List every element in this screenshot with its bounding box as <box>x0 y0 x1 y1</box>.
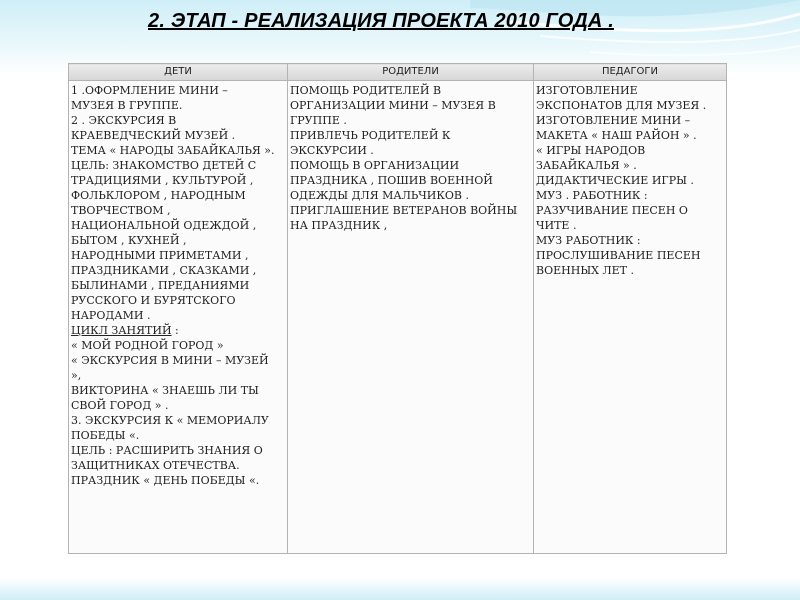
children-line: НАРОДАМИ . <box>71 309 151 322</box>
teachers-line: « ИГРЫ НАРОДОВ <box>536 144 646 157</box>
children-line: « ЭКСКУРСИЯ В МИНИ – МУЗЕЙ <box>71 354 269 367</box>
parents-line: ПРИГЛАШЕНИЕ ВЕТЕРАНОВ ВОЙНЫ <box>290 204 518 217</box>
teachers-line: ДИДАКТИЧЕСКИЕ ИГРЫ . <box>536 174 694 187</box>
children-line: СВОЙ ГОРОД » . <box>71 399 169 412</box>
cycle-suffix: : <box>171 324 179 337</box>
teachers-line: МУЗ . РАБОТНИК : <box>536 189 648 202</box>
teachers-line: МАКЕТА « НАШ РАЙОН » . <box>536 129 697 142</box>
parents-line: ПРАЗДНИКА , ПОШИВ ВОЕННОЙ <box>290 174 493 187</box>
teachers-line: МУЗ РАБОТНИК : <box>536 234 641 247</box>
children-line: ФОЛЬКЛОРОМ , НАРОДНЫМ <box>71 189 246 202</box>
cycle-label: ЦИКЛ ЗАНЯТИЙ <box>71 324 172 337</box>
parents-line: ПРИВЛЕЧЬ РОДИТЕЛЕЙ К <box>290 129 451 142</box>
children-line: ЦЕЛЬ : РАСШИРИТЬ ЗНАНИЯ О <box>71 444 263 457</box>
footer-background <box>0 578 800 600</box>
cycle-line <box>71 323 285 338</box>
slide-title: 2. ЭТАП - РЕАЛИЗАЦИЯ ПРОЕКТА 2010 ГОДА . <box>148 10 615 32</box>
parents-line: ПОМОЩЬ В ОРГАНИЗАЦИИ <box>290 159 460 172</box>
parents-line: ОДЕЖДЫ ДЛЯ МАЛЬЧИКОВ . <box>290 189 470 202</box>
children-line: ПОБЕДЫ «. <box>71 429 140 442</box>
teachers-line: РАЗУЧИВАНИЕ ПЕСЕН О <box>536 204 688 217</box>
children-line: ЗАЩИТНИКАХ ОТЕЧЕСТВА. <box>71 459 240 472</box>
children-line: ЦЕЛЬ: ЗНАКОМСТВО ДЕТЕЙ С <box>71 159 257 172</box>
teachers-line: ИЗГОТОВЛЕНИЕ МИНИ – <box>536 114 691 127</box>
teachers-line: ЭКСПОНАТОВ ДЛЯ МУЗЕЯ . <box>536 99 707 112</box>
header-parents: РОДИТЕЛИ <box>288 64 534 81</box>
stage-table <box>68 63 727 554</box>
teachers-line: ПРОСЛУШИВАНИЕ ПЕСЕН <box>536 249 701 262</box>
children-line: ТЕМА « НАРОДЫ ЗАБАЙКАЛЬЯ ». <box>71 144 275 157</box>
children-line: ПРАЗДНИКАМИ , СКАЗКАМИ , <box>71 264 257 277</box>
children-line: ВИКТОРИНА « ЗНАЕШЬ ЛИ ТЫ <box>71 384 259 397</box>
teachers-cell <box>534 81 727 554</box>
teachers-line: ЧИТЕ . <box>536 219 577 232</box>
children-line: КРАЕВЕДЧЕСКИЙ МУЗЕЙ . <box>71 129 236 142</box>
children-line: МУЗЕЯ В ГРУППЕ. <box>71 99 183 112</box>
children-line: РУССКОГО И БУРЯТСКОГО <box>71 294 236 307</box>
children-line: БЫТОМ , КУХНЕЙ , <box>71 234 187 247</box>
header-children: ДЕТИ <box>69 64 288 81</box>
parents-line: ГРУППЕ . <box>290 114 347 127</box>
teachers-line: ВОЕННЫХ ЛЕТ . <box>536 264 635 277</box>
children-line: БЫЛИНАМИ , ПРЕДАНИЯМИ <box>71 279 250 292</box>
parents-cell <box>288 81 534 554</box>
parents-line: ОРГАНИЗАЦИИ МИНИ – МУЗЕЯ В <box>290 99 496 112</box>
children-line: ПРАЗДНИК « ДЕНЬ ПОБЕДЫ «. <box>71 474 260 487</box>
teachers-line: ЗАБАЙКАЛЬЯ » . <box>536 159 637 172</box>
children-line: 3. ЭКСКУРСИЯ К « МЕМОРИАЛУ <box>71 414 269 427</box>
parents-line: НА ПРАЗДНИК , <box>290 219 388 232</box>
children-line: НАЦИОНАЛЬНОЙ ОДЕЖДОЙ , <box>71 219 257 232</box>
table-row <box>69 81 727 554</box>
children-cell <box>69 81 288 554</box>
header-teachers: ПЕДАГОГИ <box>534 64 727 81</box>
children-line: 1 .ОФОРМЛЕНИЕ МИНИ – <box>71 84 228 97</box>
children-line: 2 . ЭКСКУРСИЯ В <box>71 114 177 127</box>
teachers-line: ИЗГОТОВЛЕНИЕ <box>536 84 638 97</box>
children-line: », <box>71 369 82 382</box>
children-line: ТВОРЧЕСТВОМ , <box>71 204 171 217</box>
parents-line: ЭКСКУРСИИ . <box>290 144 374 157</box>
children-line: НАРОДНЫМИ ПРИМЕТАМИ , <box>71 249 249 262</box>
parents-line: ПОМОЩЬ РОДИТЕЛЕЙ В <box>290 84 442 97</box>
table-header-row <box>69 64 727 81</box>
children-line: ТРАДИЦИЯМИ , КУЛЬТУРОЙ , <box>71 174 254 187</box>
children-line: « МОЙ РОДНОЙ ГОРОД » <box>71 339 224 352</box>
